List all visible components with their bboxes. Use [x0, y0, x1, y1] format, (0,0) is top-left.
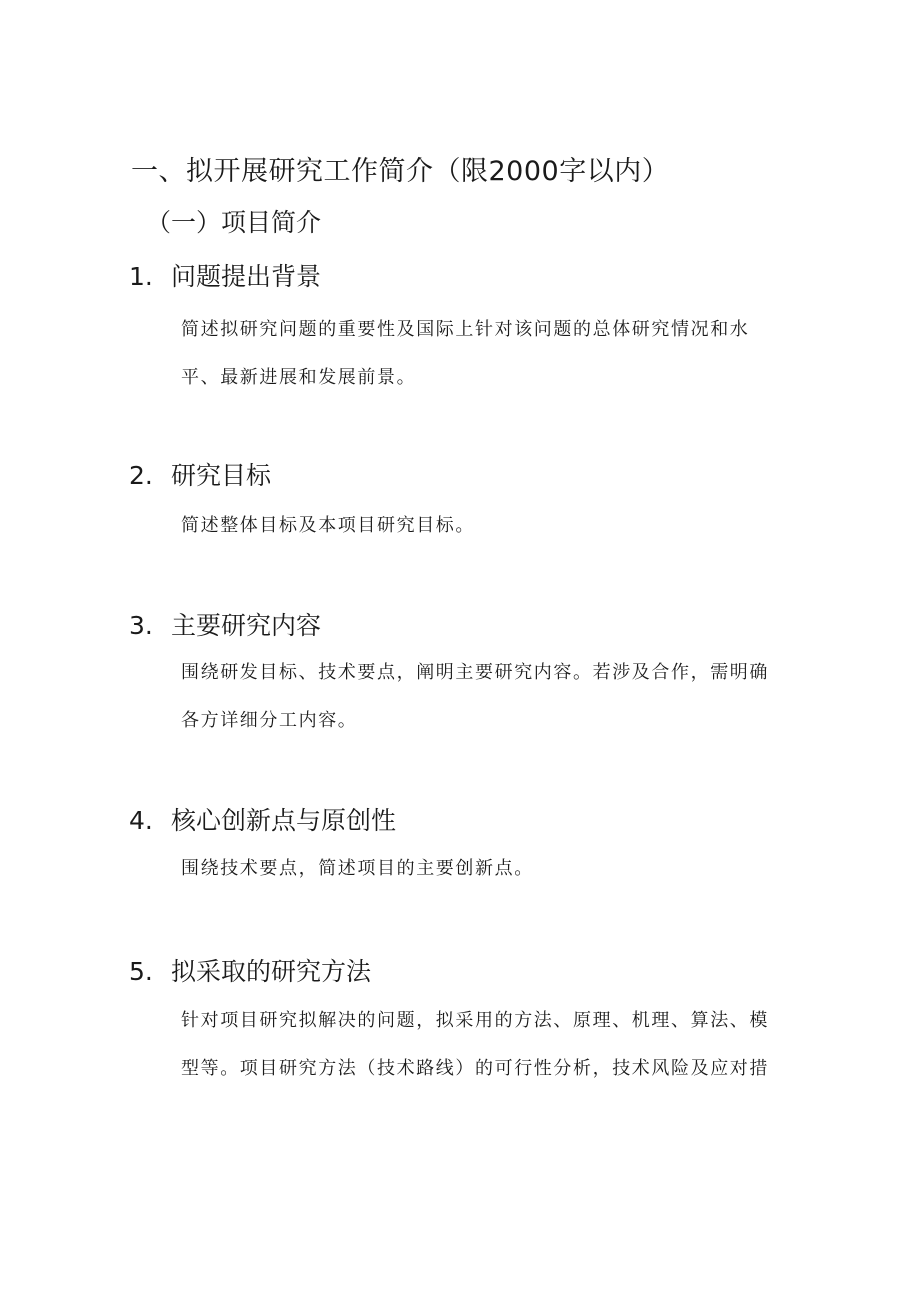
body-line: 型等。项目研究方法（技术路线）的可行性分析，技术风险及应对措 — [181, 1058, 769, 1079]
section-title: 主要研究内容 — [171, 611, 322, 640]
section-title: 核心创新点与原创性 — [171, 806, 397, 835]
body-line: 围绕技术要点，简述项目的主要创新点。 — [181, 858, 534, 879]
section-5-heading — [129, 953, 371, 991]
section-1-heading — [129, 258, 321, 296]
section-4-heading — [129, 802, 396, 840]
body-line: 针对项目研究拟解决的问题，拟采用的方法、原理、机理、算法、模 — [181, 1010, 769, 1031]
section-number: 1. — [129, 262, 153, 291]
section-number: 5. — [129, 957, 153, 986]
section-5-body — [181, 997, 791, 1093]
main-heading: 一、拟开展研究工作简介（限2000字以内） — [131, 156, 670, 187]
section-3-body — [181, 649, 791, 745]
section-1-body — [181, 306, 791, 402]
body-line: 平、最新进展和发展前景。 — [181, 367, 417, 388]
section-number: 4. — [129, 806, 153, 835]
section-title: 研究目标 — [171, 461, 272, 490]
body-line: 简述拟研究问题的重要性及国际上针对该问题的总体研究情况和水 — [181, 319, 750, 340]
section-number: 3. — [129, 611, 153, 640]
section-2-body — [181, 502, 791, 550]
section-3-heading — [129, 607, 321, 645]
sub-heading: （一）项目简介 — [146, 208, 322, 237]
section-title: 拟采取的研究方法 — [171, 957, 372, 986]
section-title: 问题提出背景 — [171, 262, 322, 291]
section-2-heading — [129, 457, 271, 495]
section-number: 2. — [129, 461, 153, 490]
body-line: 简述整体目标及本项目研究目标。 — [181, 515, 475, 536]
section-4-body — [181, 845, 791, 893]
body-line: 各方详细分工内容。 — [181, 710, 358, 731]
body-line: 围绕研发目标、技术要点，阐明主要研究内容。若涉及合作，需明确 — [181, 662, 769, 683]
